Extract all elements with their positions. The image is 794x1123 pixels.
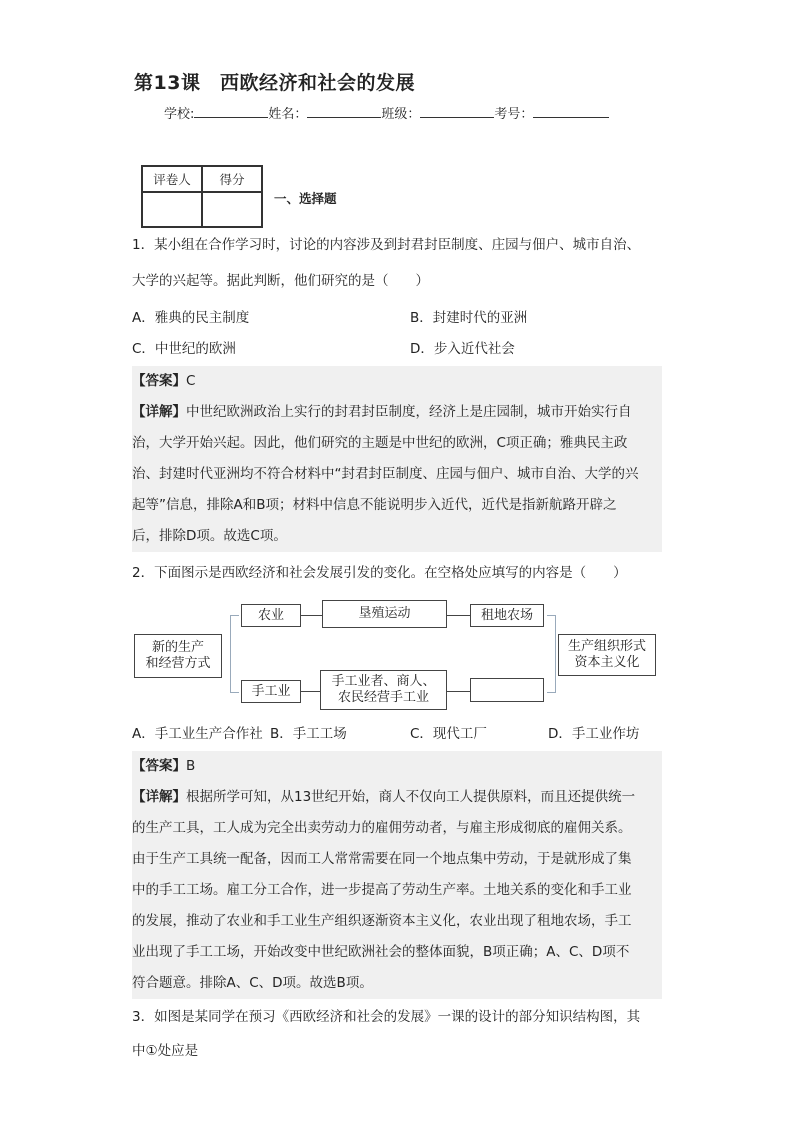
workers-line1: 手工业者、商人、 <box>331 674 436 689</box>
q2-answer <box>132 751 195 782</box>
grader-cell <box>142 192 202 227</box>
diagram-reclaim-box: 垦殖运动 <box>322 600 447 628</box>
q1-detail-line5: 后，排除D项。故选C项。 <box>132 528 287 544</box>
q2-option-c: C．现代工厂 <box>410 726 487 742</box>
left-bracket <box>230 615 239 693</box>
q1-option-d: D．步入近代社会 <box>410 341 515 357</box>
answer-value: B <box>186 758 196 774</box>
class-label: 班级： <box>381 107 421 122</box>
connector <box>301 691 320 692</box>
answer-value: C <box>186 373 196 389</box>
q1-detail-line2: 治，大学开始兴起。因此，他们研究的主题是中世纪的欧洲，C项正确；雅典民主政 <box>132 435 628 451</box>
diagram-handicraft-box: 手工业 <box>241 680 301 703</box>
q2-option-d: D．手工业作坊 <box>548 726 640 742</box>
left-line2: 和经营方式 <box>145 656 211 671</box>
exam-no-label: 考号： <box>494 107 534 122</box>
q2-detail-line2: 的生产工具，工人成为完全出卖劳动力的雇佣劳动者，与雇主形成彻底的雇佣关系。 <box>132 820 632 836</box>
workers-line2: 农民经营手工业 <box>337 690 429 705</box>
answer-label: 【答案】 <box>132 758 186 774</box>
score-cell <box>202 192 262 227</box>
detail-label: 【详解】 <box>132 789 186 805</box>
q1-stem-line2: 大学的兴起等。据此判断，他们研究的是（ ） <box>132 273 429 289</box>
name-blank <box>307 105 381 118</box>
q1-option-b: B．封建时代的亚洲 <box>410 310 528 326</box>
connector <box>447 615 470 616</box>
detail-text: 根据所学可知，从13世纪开始，商人不仅向工人提供原料，而且还提供统一 <box>186 789 636 805</box>
answer-label: 【答案】 <box>132 373 186 389</box>
q2-detail-line3: 由于生产工具统一配备，因而工人常常需要在同一个地点集中劳动，于是就形成了集 <box>132 851 632 867</box>
page-title: 第13课 西欧经济和社会的发展 <box>134 72 415 94</box>
q1-detail-line3: 治、封建时代亚洲均不符合材料中“封君封臣制度、庄园与佃户、城市自治、大学的兴 <box>132 466 639 482</box>
q1-answer <box>132 366 195 397</box>
q1-detail-line1 <box>132 397 632 428</box>
q2-detail-line6: 业出现了手工工场，开始改变中世纪欧洲社会的整体面貌，B项正确；A、C、D项不 <box>132 944 630 960</box>
connector <box>301 615 322 616</box>
detail-text: 中世纪欧洲政治上实行的封君封臣制度，经济上是庄园制，城市开始实行自 <box>186 404 632 420</box>
q3-stem-line2: 中①处应是 <box>132 1043 199 1059</box>
student-info-line <box>164 103 609 122</box>
q1-stem-line1: 1．某小组在合作学习时，讨论的内容涉及到封君封臣制度、庄园与佃户、城市自治、 <box>132 237 641 253</box>
class-blank <box>420 105 494 118</box>
q3-stem-line1: 3．如图是某同学在预习《西欧经济和社会的发展》一课的设计的部分知识结构图，其 <box>132 1009 641 1025</box>
q1-option-c: C．中世纪的欧洲 <box>132 341 236 357</box>
diagram-workers-box <box>320 670 447 710</box>
q2-detail-line5: 的发展，推动了农业和手工业生产组织逐渐资本主义化，农业出现了租地农场，手工 <box>132 913 632 929</box>
school-blank <box>194 105 268 118</box>
name-label: 姓名： <box>268 107 308 122</box>
q1-option-a: A．雅典的民主制度 <box>132 310 250 326</box>
right-line2: 资本主义化 <box>574 655 640 670</box>
q2-detail-line7: 符合题意。排除A、C、D项。故选B项。 <box>132 975 373 991</box>
diagram-blank-box <box>470 678 544 702</box>
q2-detail-line1 <box>132 782 635 813</box>
q1-detail-line4: 起等”信息，排除A和B项；材料中信息不能说明步入近代，近代是指新航路开辟之 <box>132 497 617 513</box>
score-table <box>141 165 263 228</box>
q2-option-b: B．手工工场 <box>270 726 347 742</box>
diagram-left-box <box>134 634 222 678</box>
diagram-right-box <box>558 634 656 676</box>
q2-diagram <box>134 598 664 712</box>
right-line1: 生产组织形式 <box>567 639 646 654</box>
q2-detail-line4: 中的手工工场。雇工分工合作，进一步提高了劳动生产率。土地关系的变化和手工业 <box>132 882 632 898</box>
score-header: 得分 <box>202 166 262 192</box>
section-heading: 一、选择题 <box>274 191 337 206</box>
detail-label: 【详解】 <box>132 404 186 420</box>
q2-option-a: A．手工业生产合作社 <box>132 726 263 742</box>
diagram-lease-box: 租地农场 <box>470 604 544 627</box>
diagram-agri-box: 农业 <box>241 604 301 627</box>
q2-stem: 2．下面图示是西欧经济和社会发展引发的变化。在空格处应填写的内容是（ ） <box>132 565 627 581</box>
grader-header: 评卷人 <box>142 166 202 192</box>
connector <box>447 691 470 692</box>
school-label: 学校: <box>164 107 195 122</box>
exam-no-blank <box>533 105 609 118</box>
left-line1: 新的生产 <box>151 640 204 655</box>
right-bracket <box>547 615 556 693</box>
